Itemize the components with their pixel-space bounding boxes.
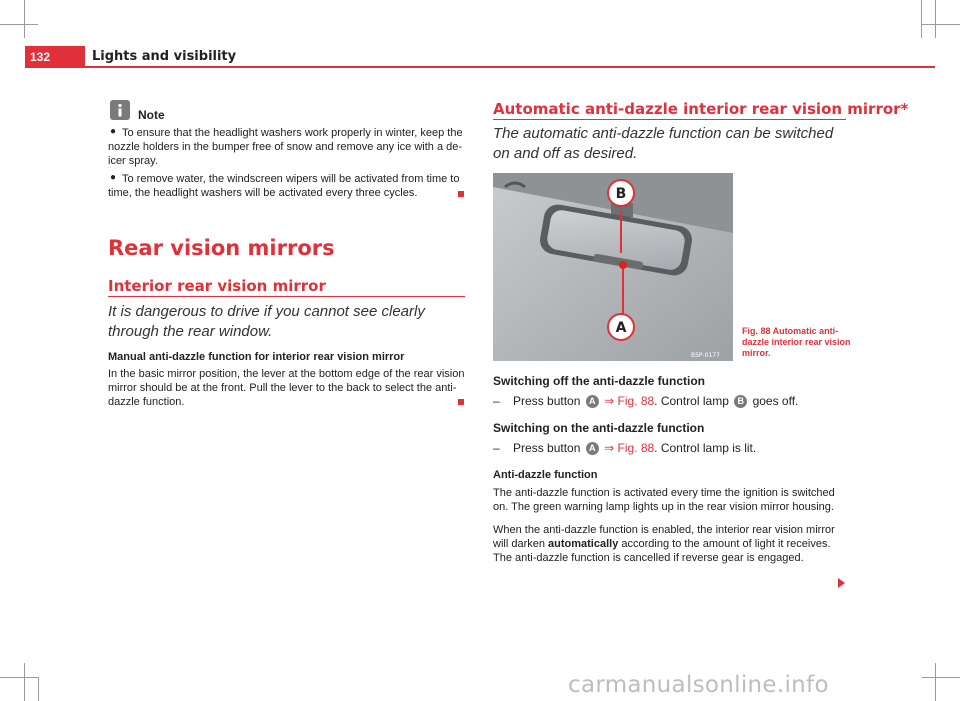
step-text: . Control lamp — [654, 394, 729, 408]
crop-mark — [921, 0, 922, 38]
button-a-badge: A — [586, 395, 599, 408]
subsection-heading: Interior rear vision mirror — [108, 277, 326, 295]
crop-mark — [922, 24, 960, 25]
lamp-b-badge: B — [734, 395, 747, 408]
figure-label-b: B — [615, 186, 627, 202]
figure-link[interactable]: ⇒ Fig. 88 — [604, 394, 655, 408]
on-step — [493, 441, 756, 455]
watermark: carmanualsonline.info — [568, 672, 829, 698]
step-text: Press button — [513, 441, 581, 455]
emphasis: automatically — [548, 538, 619, 550]
off-step — [493, 394, 798, 408]
button-a-badge: A — [586, 442, 599, 455]
step-text: goes off. — [752, 394, 799, 408]
note-bullet-2: To remove water, the windscreen wipers will be activated from time to time, the headlight washers will be activated every three cycles. — [108, 173, 460, 199]
section-heading: Rear vision mirrors — [108, 236, 335, 260]
mirror-figure — [493, 173, 733, 361]
section-title: Lights and visibility — [92, 49, 237, 64]
bullet-icon: ● — [110, 172, 117, 183]
crop-mark — [0, 24, 38, 25]
end-marker — [458, 191, 464, 197]
crop-mark — [0, 677, 38, 678]
lead-text: The automatic anti-dazzle function can be switched on and off as desired. — [493, 125, 834, 162]
crop-mark — [38, 677, 39, 701]
step-text: Press button — [513, 394, 581, 408]
note-label: Note — [138, 108, 165, 122]
continue-arrow-icon — [838, 578, 845, 588]
on-title: Switching on the anti-dazzle function — [493, 421, 705, 435]
crop-mark — [935, 663, 936, 701]
function-title: Anti-dazzle function — [493, 469, 598, 481]
crop-mark — [24, 663, 25, 701]
header-rule — [85, 66, 935, 68]
crop-mark — [922, 677, 960, 678]
off-title: Switching off the anti-dazzle function — [493, 374, 705, 388]
crop-mark — [935, 0, 936, 38]
step-dash: – — [493, 441, 500, 455]
figure-label-a: A — [615, 320, 627, 336]
lead-text: It is dangerous to drive if you cannot see clearly through the rear window. — [108, 303, 425, 340]
figure-link[interactable]: ⇒ Fig. 88 — [604, 441, 655, 455]
manual-title: Manual anti-dazzle function for interior rear vision mirror — [108, 351, 405, 363]
function-text-2: When the anti-dazzle function is enabled, the interior rear vision mirror will darken automatically according to the amount of light it receives. The anti-dazzle function is cancelled if reverse gear is engaged. — [493, 524, 835, 564]
function-text-1: The anti-dazzle function is activated every time the ignition is switched on. The green warning lamp lights up in the rear vision mirror housing. — [493, 487, 835, 513]
subsection-rule — [493, 119, 846, 120]
crop-mark — [24, 0, 25, 38]
note-icon — [110, 100, 130, 120]
end-marker — [458, 399, 464, 405]
manual-text: In the basic mirror position, the lever at the bottom edge of the rear vision mirror should be at the front. Pull the lever to the back to select the anti-dazzle function. — [108, 368, 465, 408]
note-bullet-1: To ensure that the headlight washers work properly in winter, keep the nozzle holders in the bumper free of snow and remove any ice with a de-icer spray. — [108, 127, 463, 167]
subsection-rule — [108, 296, 465, 297]
subsection-heading: Automatic anti-dazzle interior rear vision mirror* — [493, 100, 909, 118]
figure-code: B5P-0177 — [691, 352, 720, 359]
bullet-icon: ● — [110, 126, 117, 137]
step-dash: – — [493, 394, 500, 408]
figure-caption: Fig. 88 Automatic anti-dazzle interior rear vision mirror. — [742, 326, 851, 358]
page-number: 132 — [25, 46, 85, 68]
step-text: . Control lamp is lit. — [654, 441, 757, 455]
